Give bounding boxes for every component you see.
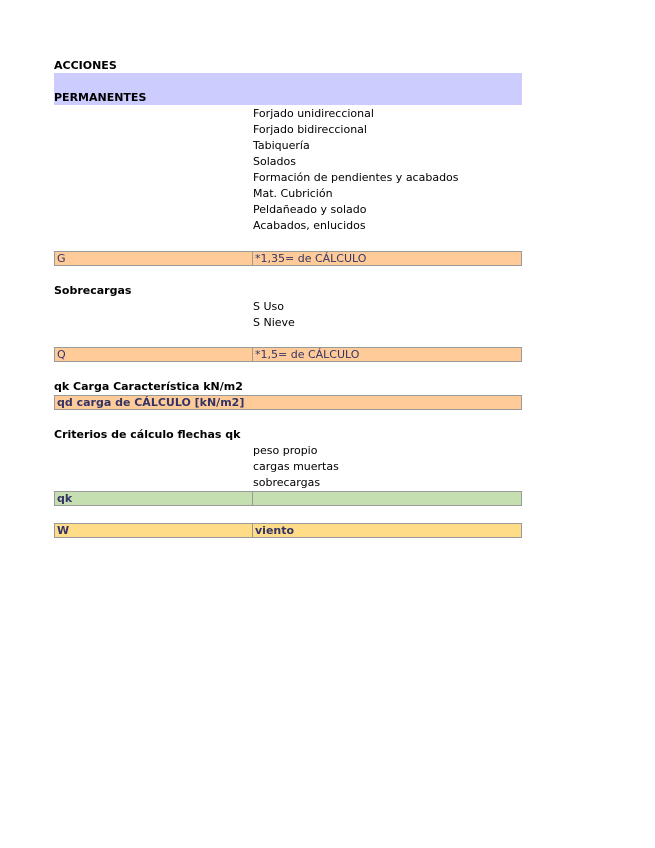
list-item: Formación de pendientes y acabados: [253, 171, 459, 184]
list-item: Forjado bidireccional: [253, 123, 367, 136]
g-label: G: [55, 252, 253, 265]
acciones-heading: ACCIONES: [54, 59, 117, 72]
qk-heading: qk Carga Característica kN/m2: [54, 380, 243, 393]
sobrecargas-list: [253, 299, 295, 331]
g-row: [54, 251, 522, 266]
qk-value: [253, 492, 521, 505]
qk-label: qk: [55, 492, 253, 505]
permanentes-heading: PERMANENTES: [54, 91, 147, 104]
q-value: *1,5= de CÁLCULO: [255, 348, 360, 361]
w-label: W: [55, 524, 253, 537]
q-row: [54, 347, 522, 362]
q-label: Q: [55, 348, 253, 361]
list-item: Solados: [253, 155, 296, 168]
permanentes-list: [253, 106, 459, 234]
w-value: viento: [255, 524, 295, 537]
list-item: Tabiquería: [253, 139, 310, 152]
qk-row: [54, 491, 522, 506]
list-item: S Uso: [253, 300, 284, 313]
w-row: [54, 523, 522, 538]
qd-row: [54, 395, 522, 410]
list-item: Mat. Cubrición: [253, 187, 333, 200]
list-item: peso propio: [253, 444, 318, 457]
list-item: Peldañeado y solado: [253, 203, 367, 216]
list-item: Acabados, enlucidos: [253, 219, 366, 232]
list-item: S Nieve: [253, 316, 295, 329]
list-item: sobrecargas: [253, 476, 321, 489]
list-item: cargas muertas: [253, 460, 339, 473]
criterios-heading: Criterios de cálculo flechas qk: [54, 428, 241, 441]
list-item: Forjado unidireccional: [253, 107, 374, 120]
qd-label: qd carga de CÁLCULO [kN/m2]: [57, 396, 245, 409]
g-value: *1,35= de CÁLCULO: [255, 252, 367, 265]
sobrecargas-heading: Sobrecargas: [54, 284, 132, 297]
criterios-list: [253, 443, 339, 491]
